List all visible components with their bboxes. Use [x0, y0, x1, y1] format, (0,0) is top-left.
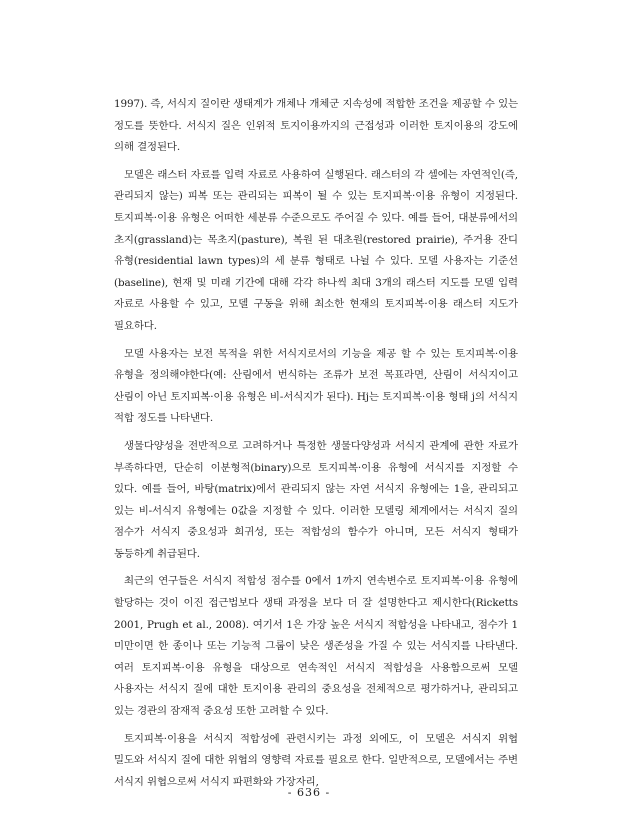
- paragraph-6: 토지피복·이용을 서식지 적합성에 관련시키는 과정 외에도, 이 모델은 서식지 위협 밀도와 서식지 질에 대한 위협의 영향력 자료를 필요로 한다. 일반적으로, 모델에서는 주변 서식지 위협으로써 서식지 파편화와 가장자리,: [114, 732, 518, 788]
- page-number: - 636 -: [287, 786, 331, 799]
- paragraph-5: 최근의 연구들은 서식지 적합성 점수를 0에서 1까지 연속변수로 토지피복·이용 유형에 할당하는 것이 이진 접근법보다 생태 과정을 보다 더 잘 설명한다고 제시한다(Ricketts 2001, Prugh et al., 2008). 여기서 1은 가장 높은 서식지 적합성을 나타내고, 점수가 1 미만이면 한 종이나 또는 기능적 그룹이 낮은 생존성을 가질 수 있는 서식지를 나타낸다. 여러 토지피복·이용 유형을 대상으로 연속적인 서식지 적합성을 사용함으로써 모델 사용자는 서식지 질에 대한 토지이용 관리의 중요성을 전체적으로 평가하거나, 관리되고 있는 경관의 잠재적 중요성 또한 고려할 수 있다.: [114, 575, 518, 718]
- body-text: [114, 94, 518, 799]
- paragraph-3: 모델 사용자는 보전 목적을 위한 서식지로서의 기능을 제공 할 수 있는 토지피복·이용 유형을 정의해야한다(예: 산림에서 번식하는 조류가 보전 목표라면, 산림이 서식지이고 산림이 아닌 토지피복·이용 유형은 비-서식지가 된다). Hj는 토지피복·이용 형태 j의 서식지 적합 정도를 나타낸다.: [114, 347, 518, 425]
- paragraph-2: 모델은 래스터 자료를 입력 자료로 사용하여 실행된다. 래스터의 각 셀에는 자연적인(즉, 관리되지 않는) 피복 또는 관리되는 피복이 될 수 있는 토지피복·이용 유형이 지정된다. 토지피복·이용 유형은 어떠한 세분류 수준으로도 주어질 수 있다. 예를 들어, 대분류에서의 초지(grassland)는 목초지(pasture), 복원 된 대초원(restored prairie), 주거용 잔디 유형(residential lawn types)의 세 분류 형태로 나뉠 수 있다. 모델 사용자는 기준선(baseline), 현재 및 미래 기간에 대해 각각 하나씩 최대 3개의 래스터 지도를 모델 입력 자료로 사용할 수 있고, 모델 구동을 위해 최소한 현재의 토지피복·이용 래스터 지도가 필요하다.: [114, 168, 518, 332]
- paragraph-1: 1997). 즉, 서식지 질이란 생태계가 개체나 개체군 지속성에 적합한 조건을 제공할 수 있는 정도를 뜻한다. 서식지 질은 인위적 토지이용까지의 근접성과 이러한 토지이용의 강도에 의해 결정된다.: [114, 98, 518, 154]
- paragraph-4: 생물다양성을 전반적으로 고려하거나 특정한 생물다양성과 서식지 관계에 관한 자료가 부족하다면, 단순히 이분형적(binary)으로 토지피복·이용 유형에 서식지를 지정할 수 있다. 예를 들어, 바탕(matrix)에서 관리되지 않는 자연 서식지 유형에는 1을, 관리되고 있는 비-서식지 유형에는 0값을 지정할 수 있다. 이러한 모델링 체계에서는 서식지 질의 점수가 서식지 중요성과 희귀성, 또는 적합성의 함수가 아니며, 모든 서식지 형태가 동등하게 취급된다.: [114, 439, 518, 560]
